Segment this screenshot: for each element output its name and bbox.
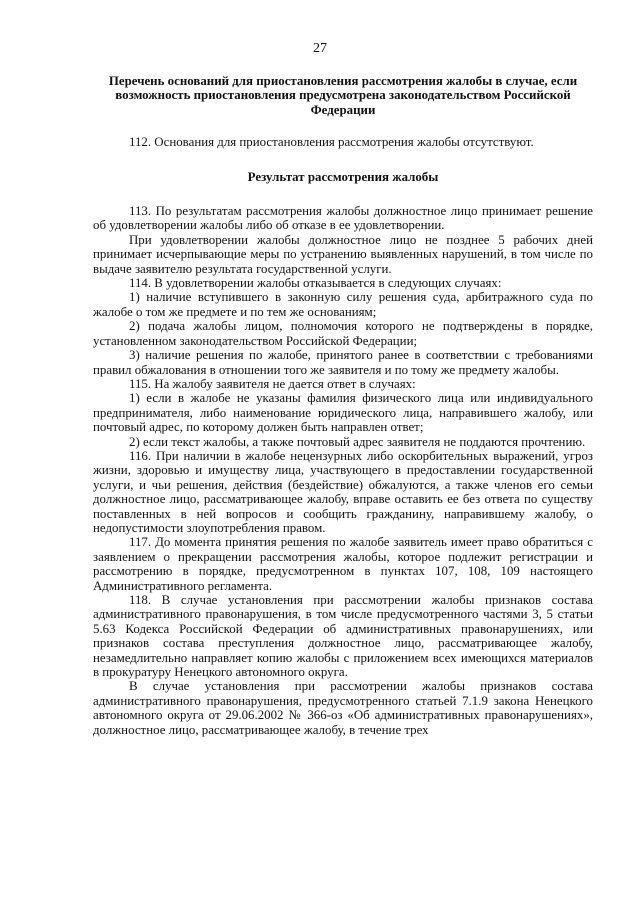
paragraph-117: 117. До момента принятия решения по жалобе заявитель имеет право обратиться с заявлением о прекращении рассмотрения жалобы, которое подлежит регистрации и рассмотрению в порядке, предусмотренном в пунктах 107, 108, 109 настоящего Административного регламента.	[93, 535, 593, 593]
paragraph-114-item-3: 3) наличие решения по жалобе, принятого ранее в соответствии с требованиями правил обжалования в отношении того же заявителя и по тому же предмету жалобы.	[93, 348, 593, 377]
page-number: 27	[313, 41, 327, 56]
paragraph-115-item-1: 1) если в жалобе не указаны фамилия физического лица или индивидуального предпринимателя, либо наименование юридического лица, направившего жалобу, или почтовый адрес, по которому должен быть направлен ответ;	[93, 391, 593, 435]
paragraph-114-item-2: 2) подача жалобы лицом, полномочия которого не подтверждены в порядке, установленном законодательством Российской Федерации;	[93, 319, 593, 348]
paragraph-118-continued: В случае установления при рассмотрении жалобы признаков состава административного правонарушения, предусмотренного статьей 7.1.9 закона Ненецкого автономного округа от 29.06.2002 № 366-оз «Об административных правонарушениях», должностное лицо, рассматривающее жалобу, в течение трех	[93, 679, 593, 737]
paragraph-114-item-1: 1) наличие вступившего в законную силу решения суда, арбитражного суда по жалобе о том же предмете и по тем же основаниям;	[93, 290, 593, 319]
document-body	[93, 74, 593, 737]
paragraph-112: 112. Основания для приостановления рассмотрения жалобы отсутствуют.	[129, 135, 534, 150]
paragraph-118: 118. В случае установления при рассмотрении жалобы признаков состава административного правонарушения, в том числе предусмотренного частями 3, 5 статьи 5.63 Кодекса Российской Федерации об административных правонарушениях, или признаков состава преступления должностное лицо, рассматривающее жалобу, незамедлительно направляет копию жалобы с приложением всех имеющихся материалов в прокуратуру Ненецкого автономного округа.	[93, 593, 593, 680]
section-heading-suspension: Перечень оснований для приостановления рассмотрения жалобы в случае, если возможность приостановления предусмотрена законодательством Российской Федерации	[108, 74, 578, 117]
paragraph-113-satisfaction: При удовлетворении жалобы должностное лицо не позднее 5 рабочих дней принимает исчерпывающие меры по устранению выявленных нарушений, в том числе по выдаче заявителю результата государственной услуги.	[93, 232, 593, 276]
paragraph-113: 113. По результатам рассмотрения жалобы должностное лицо принимает решение об удовлетворении жалобы либо об отказе в ее удовлетворении.	[93, 204, 593, 233]
paragraph-114: 114. В удовлетворении жалобы отказывается в следующих случаях:	[129, 276, 502, 291]
paragraph-115: 115. На жалобу заявителя не дается ответ в случаях:	[129, 376, 416, 391]
section-heading-result: Результат рассмотрения жалобы	[247, 169, 439, 184]
paragraph-115-item-2: 2) если текст жалобы, а также почтовый адрес заявителя не поддаются прочтению.	[129, 434, 586, 449]
paragraph-116: 116. При наличии в жалобе нецензурных либо оскорбительных выражений, угроз жизни, здоровью и имуществу лица, участвующего в предоставлении государственной услуги, и чьи решения, действия (бездействие) обжалуются, а также членов его семьи должностное лицо, рассматривающее жалобу, вправе оставить ее без ответа по существу поставленных в ней вопросов и сообщить гражданину, направившему жалобу, о недопустимости злоупотребления правом.	[93, 448, 593, 535]
